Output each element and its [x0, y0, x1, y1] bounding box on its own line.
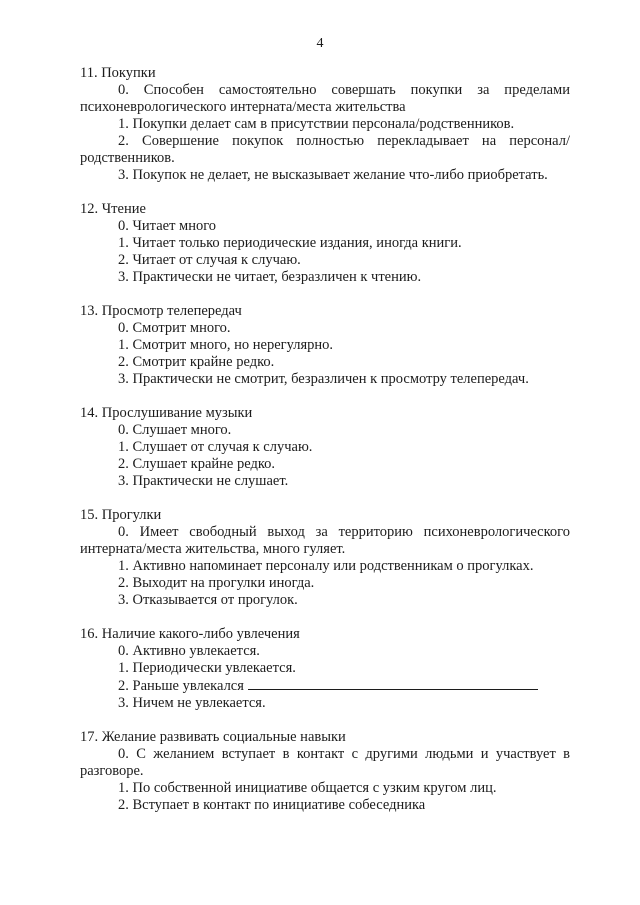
- list-item: 1. По собственной инициативе общается с узким кругом лиц.: [118, 780, 497, 796]
- list-item: 2. Смотрит крайне редко.: [118, 354, 275, 370]
- list-item: 3. Покупок не делает, не высказывает желание что-либо приобретать.: [118, 167, 548, 183]
- list-item: 2. Вступает в контакт по инициативе собеседника: [118, 797, 426, 813]
- section-tv: [80, 303, 570, 388]
- list-item: 2. Слушает крайне редко.: [118, 456, 276, 472]
- list-item: 0. Имеет свободный выход за территорию психоневрологического интерната/места жительства, много гуляет.: [80, 524, 570, 557]
- list-item-text: 2. Раньше увлекался: [118, 678, 244, 694]
- section-shopping: [80, 65, 570, 184]
- list-item: 3. Ничем не увлекается.: [118, 695, 266, 711]
- list-item: 3. Практически не слушает.: [118, 473, 289, 489]
- list-item: 1. Читает только периодические издания, иногда книги.: [118, 235, 462, 251]
- section-walks: [80, 507, 570, 609]
- section-heading: 13. Просмотр телепередач: [80, 303, 242, 319]
- list-item: 2. Совершение покупок полностью перекладывает на персонал/родственников.: [80, 133, 570, 166]
- section-heading: 17. Желание развивать социальные навыки: [80, 729, 346, 745]
- list-item: 2. Выходит на прогулки иногда.: [118, 575, 315, 591]
- section-hobbies: [80, 626, 570, 712]
- document-body: [80, 65, 570, 831]
- fill-in-blank-line[interactable]: [248, 677, 538, 690]
- list-item: 1. Покупки делает сам в присутствии персонала/родственников.: [118, 116, 515, 132]
- list-item: 0. С желанием вступает в контакт с другими людьми и участвует в разговоре.: [80, 746, 570, 779]
- list-item: 1. Активно напоминает персоналу или родственникам о прогулках.: [118, 558, 534, 574]
- list-item: 0. Способен самостоятельно совершать покупки за пределами психоневрологического интерната/места жительства: [80, 82, 570, 115]
- list-item-with-blank: [80, 677, 570, 695]
- list-item: 0. Смотрит много.: [118, 320, 231, 336]
- list-item: 3. Отказывается от прогулок.: [118, 592, 298, 608]
- list-item: 0. Слушает много.: [118, 422, 232, 438]
- list-item: 1. Смотрит много, но нерегулярно.: [118, 337, 334, 353]
- section-heading: 12. Чтение: [80, 201, 146, 217]
- list-item: 2. Читает от случая к случаю.: [118, 252, 301, 268]
- section-heading: 14. Прослушивание музыки: [80, 405, 253, 421]
- section-heading: 15. Прогулки: [80, 507, 162, 523]
- list-item: 0. Читает много: [118, 218, 217, 234]
- section-social-skills: [80, 729, 570, 814]
- list-item: 0. Активно увлекается.: [118, 643, 260, 659]
- section-music: [80, 405, 570, 490]
- section-reading: [80, 201, 570, 286]
- list-item: 3. Практически не смотрит, безразличен к просмотру телепередач.: [118, 371, 529, 387]
- section-heading: 11. Покупки: [80, 65, 156, 81]
- list-item: 1. Периодически увлекается.: [118, 660, 296, 676]
- page-number: 4: [316, 36, 324, 51]
- list-item: 3. Практически не читает, безразличен к чтению.: [118, 269, 422, 285]
- list-item: 1. Слушает от случая к случаю.: [118, 439, 313, 455]
- section-heading: 16. Наличие какого-либо увлечения: [80, 626, 300, 642]
